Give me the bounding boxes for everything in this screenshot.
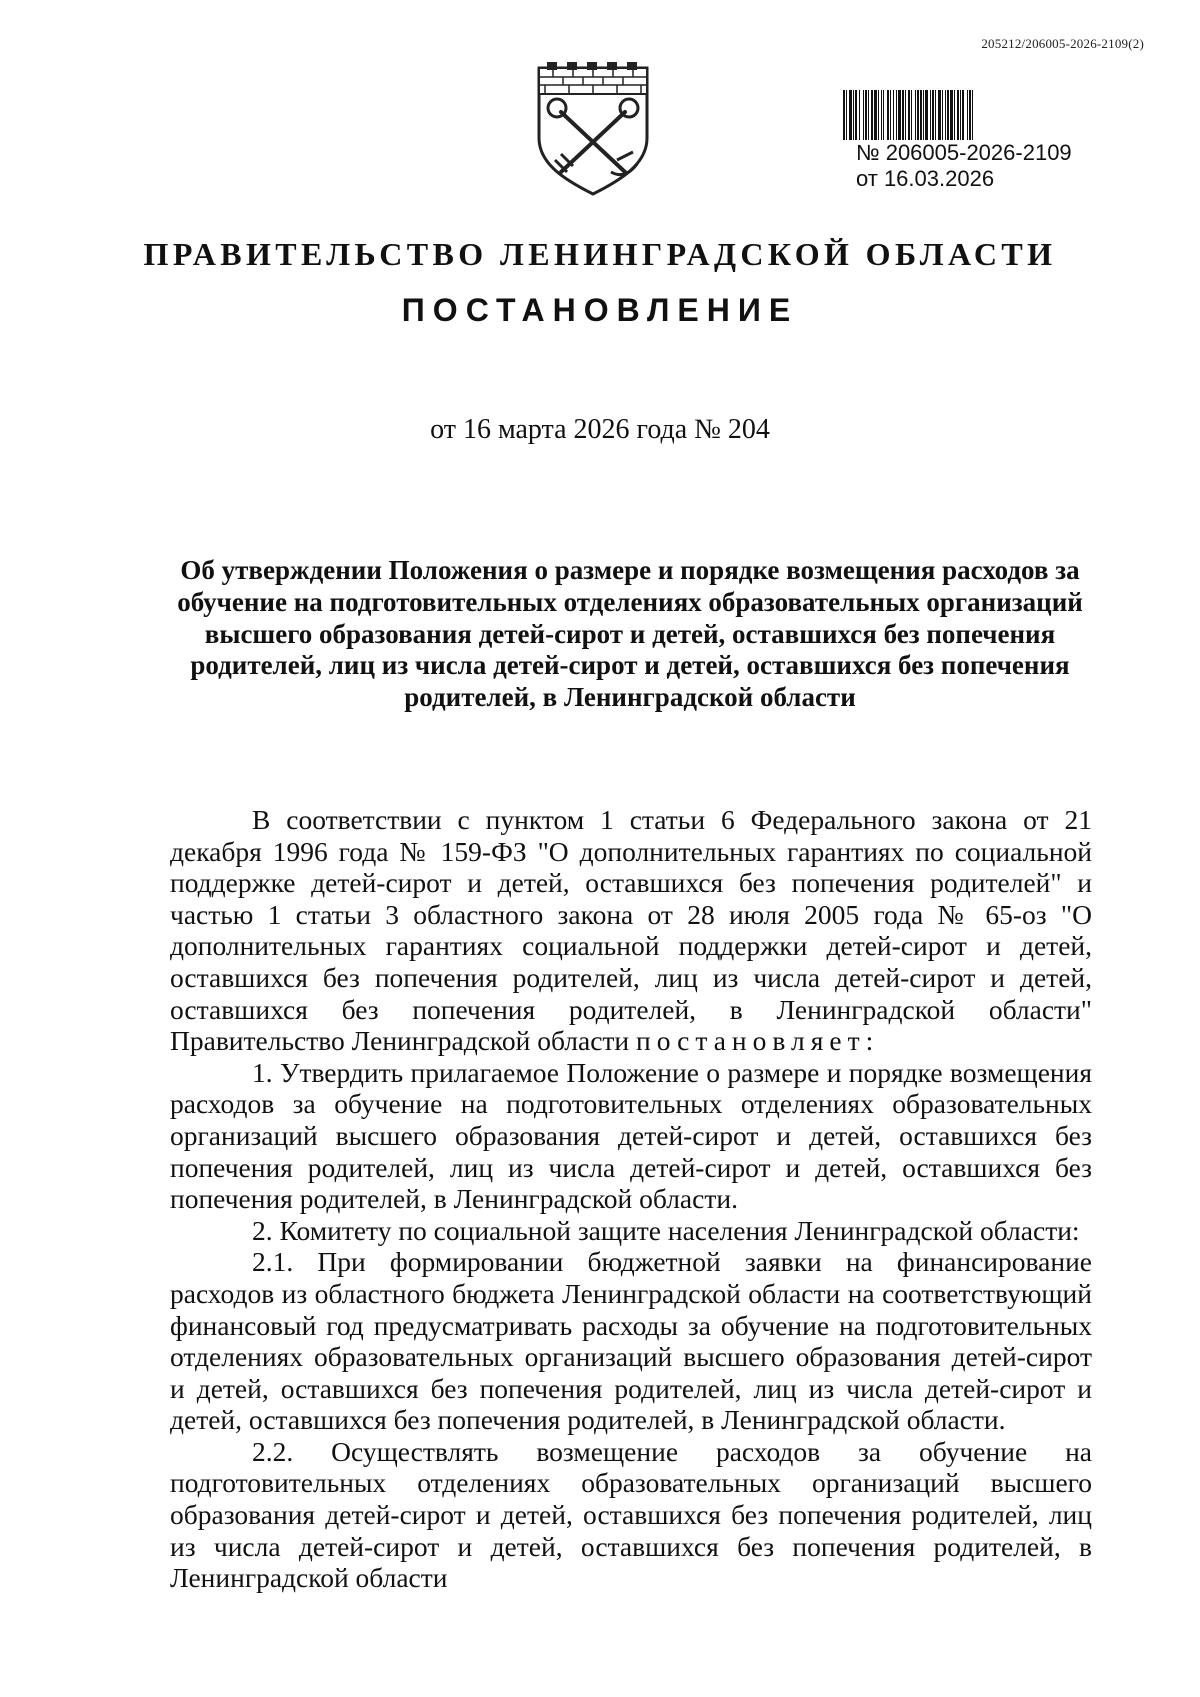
document-type: ПОСТАНОВЛЕНИЕ <box>401 292 799 328</box>
barcode-icon <box>843 90 1106 140</box>
document-date-number: от 16 марта 2026 года № 204 <box>430 414 770 445</box>
clause-2-2: 2.2. Осуществлять возмещение расходов за обучение на подготовительных отделениях образовательных организаций высшего образования детей-сирот и детей, оставшихся без попечения родителей, лиц из числа детей-сирот и детей, оставшихся без попечения родителей, в Ленинградской области <box>170 1435 1092 1594</box>
clause-1: 1. Утвердить прилагаемое Положение о размере и порядке возмещения расходов за обучение на подготовительных отделениях образовательных организаций высшего образования детей-сирот и детей, оставшихся без попечения родителей, лиц из числа детей-сирот и детей, оставшихся без попечения родителей, в Ленинградской области. <box>170 1056 1092 1215</box>
document-subject: Об утверждении Положения о размере и порядке возмещения расходов за обучение на подготовительных отделениях образовательных организаций высшего образования детей-сирот и детей, оставшихся без попечения родителей, лиц из числа детей-сирот и детей, оставшихся без попечения родителей, в Ленинградской области <box>177 555 1083 713</box>
document-body <box>170 804 1092 1594</box>
registration-block <box>856 140 1072 192</box>
clause-2: 2. Комитету по социальной защите населения Ленинградской области: <box>252 1214 1080 1246</box>
registration-number: № 206005-2026-2109 <box>856 140 1072 165</box>
preamble-paragraph <box>170 804 1092 1057</box>
decrees-word: постановляет: <box>636 1025 880 1057</box>
registration-date: от 16.03.2026 <box>856 166 995 191</box>
document-code: 205212/206005-2026-2109(2) <box>981 36 1144 51</box>
organization-title: ПРАВИТЕЛЬСТВО ЛЕНИНГРАДСКОЙ ОБЛАСТИ <box>143 236 1057 272</box>
preamble-text: В соответствии с пунктом 1 статьи 6 Федерального закона от 21 декабря 1996 года № 159-ФЗ "О дополнительных гарантиях по социальной поддержке детей-сирот и детей, оставшихся без попечения родителей" и частью 1 статьи 3 областного закона от 28 июля 2005 года № 65-оз "О дополнительных гарантиях социальной поддержки детей-сирот и детей, оставшихся без попечения родителей, лиц из числа детей-сирот и детей, оставшихся без попечения родителей, в Ленинградской области" Правительство Ленинградской области <box>170 804 1092 1057</box>
clause-2-1: 2.1. При формировании бюджетной заявки на финансирование расходов из областного бюджета Ленинградской области на соответствующий финансовый год предусматривать расходы за обучение на подготовительных отделениях образовательных организаций высшего образования детей-сирот и детей, оставшихся без попечения родителей, лиц из числа детей-сирот и детей, оставшихся без попечения родителей, в Ленинградской области. <box>170 1246 1092 1436</box>
leningrad-oblast-coat-of-arms-icon <box>533 60 653 196</box>
